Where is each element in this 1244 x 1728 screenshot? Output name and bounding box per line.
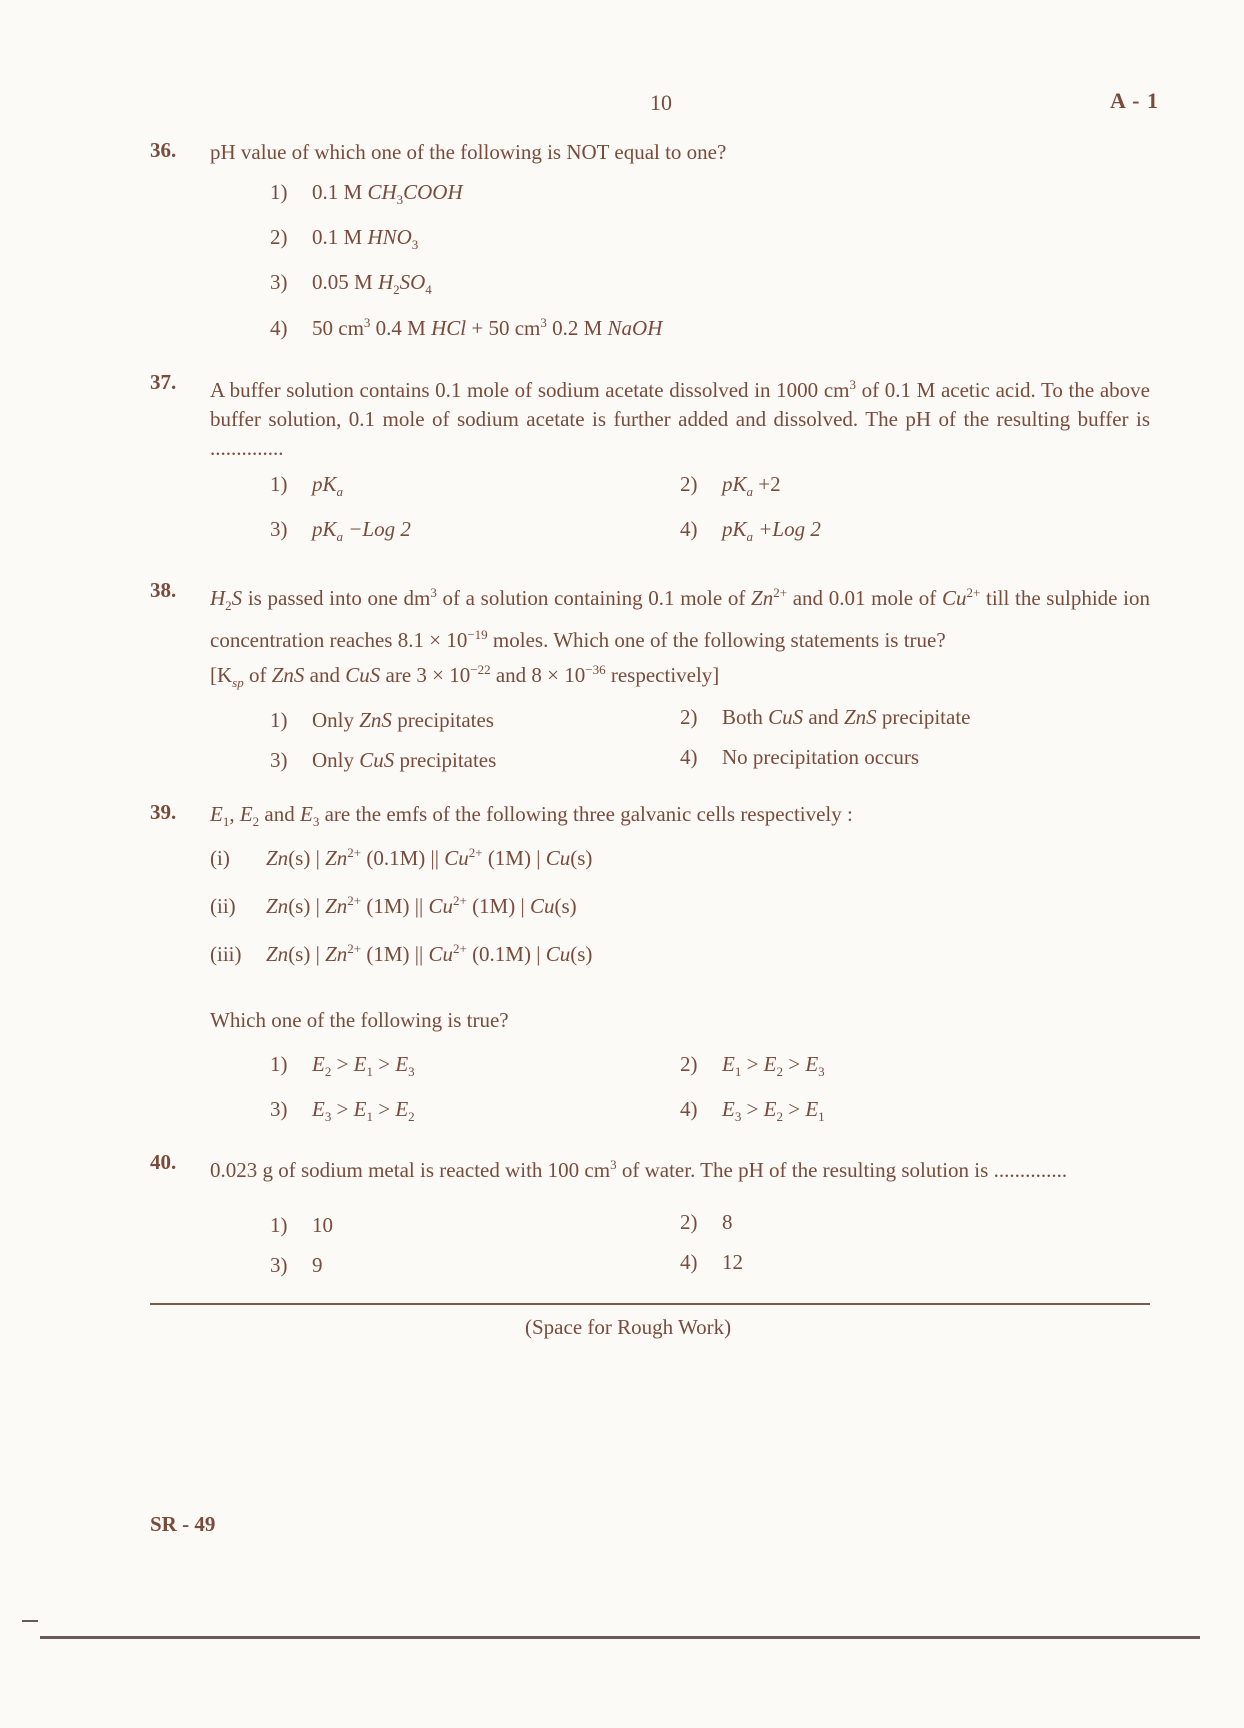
q37-option-4[interactable]: 4) $pK_a +Log$ 2 <box>680 517 821 545</box>
question-text: 0.023 g of sodium metal is reacted with 100 $cm^3$ of water. The pH of the resulting solution is .............. <box>210 1157 1068 1182</box>
option-label: 3) <box>270 1097 288 1121</box>
q36-option-2[interactable]: 2) 0.1 M $HNO_3$ <box>270 225 419 253</box>
question-text: $H_2S$ is passed into one $dm^3$ of a solution containing 0.1 mole of $Zn^{2+}$ and 0.01 mole of $Cu^{2+}$ till the sulphide ion concentration reaches $8.1 \times 10^{-19}$ moles. Which one of the following statements is true? [$K_{sp}$ of ZnS and CuS are $3 \times 10^{-22}$ and $8 \times 10^{-36}$ respectively] <box>210 585 1150 691</box>
question-36 <box>150 138 1150 167</box>
rough-work-label: (Space for Rough Work) <box>525 1315 732 1339</box>
q38-option-4[interactable]: 4) No precipitation occurs <box>680 745 920 769</box>
rough-work-divider <box>150 1303 1150 1305</box>
option-label: 1) <box>270 180 288 204</box>
q38-option-2[interactable]: 2) Both CuS and ZnS precipitate <box>680 705 971 729</box>
option-label: 2) <box>680 472 698 496</box>
option-label: 2) <box>680 1210 698 1234</box>
q36-option-1[interactable]: 1) 0.1 M $CH_3COOH$ <box>270 180 463 208</box>
option-label: 3) <box>270 1253 288 1277</box>
page-number: 10 <box>650 90 672 115</box>
option-label: 2) <box>270 225 288 249</box>
q39-option-1[interactable]: 1) $E_2 > E_1 > E_3$ <box>270 1052 415 1080</box>
q37-option-3[interactable]: 3) $pK_a -Log$ 2 <box>270 517 411 545</box>
option-label: 1) <box>270 1052 288 1076</box>
paper-code: A - 1 <box>1110 88 1159 113</box>
option-label: 1) <box>270 708 288 732</box>
q36-option-4[interactable]: 4) 50 $cm^3$ 0.4 M HCl + 50 $cm^3$ 0.2 M NaOH <box>270 315 663 340</box>
option-label: 2) <box>680 705 698 729</box>
question-38 <box>150 578 1150 697</box>
q40-option-4[interactable]: 4) 12 <box>680 1250 743 1274</box>
option-label: 1) <box>270 472 288 496</box>
question-39 <box>150 800 1150 836</box>
question-37 <box>150 370 1150 463</box>
option-label: 1) <box>270 1213 288 1237</box>
q38-option-3[interactable]: 3) Only CuS precipitates <box>270 748 497 772</box>
q38-option-1[interactable]: 1) Only ZnS precipitates <box>270 708 494 732</box>
option-label: 4) <box>680 517 698 541</box>
question-text: $E_1$, $E_2$ and $E_3$ are the emfs of the following three galvanic cells respectively : <box>210 802 853 830</box>
option-label: 4) <box>270 316 288 340</box>
cell-iii: (iii) Zn(s) | $Zn^{2+}$ (1M) || $Cu^{2+}$ (0.1M) | Cu(s) <box>210 941 593 966</box>
q40-option-1[interactable]: 1) 10 <box>270 1213 333 1237</box>
question-text: pH value of which one of the following is NOT equal to one? <box>210 140 727 164</box>
q37-option-1[interactable]: 1) $pK_a$ <box>270 472 344 500</box>
q39-subquestion: Which one of the following is true? <box>210 1008 509 1032</box>
question-number: 37. <box>150 370 177 394</box>
q39-option-3[interactable]: 3) $E_3 > E_1 > E_2$ <box>270 1097 415 1125</box>
option-label: 3) <box>270 748 288 772</box>
question-number: 38. <box>150 578 177 602</box>
option-label: 4) <box>680 1250 698 1274</box>
q39-option-4[interactable]: 4) $E_3 > E_2 > E_1$ <box>680 1097 825 1125</box>
question-number: 39. <box>150 800 177 824</box>
footer-code: SR - 49 <box>150 1512 216 1536</box>
question-number: 36. <box>150 138 177 162</box>
option-label: 4) <box>680 745 698 769</box>
option-label: 2) <box>680 1052 698 1076</box>
option-label: 4) <box>680 1097 698 1121</box>
option-label: 3) <box>270 270 288 294</box>
q36-option-3[interactable]: 3) 0.05 M $H_2SO_4$ <box>270 270 432 298</box>
cell-i: (i) Zn(s) | $Zn^{2+}$ (0.1M) || $Cu^{2+}$ (1M) | Cu(s) <box>210 845 593 870</box>
q40-option-3[interactable]: 3) 9 <box>270 1253 323 1277</box>
option-label: 3) <box>270 517 288 541</box>
bottom-rule <box>40 1636 1200 1639</box>
margin-mark <box>22 1620 38 1622</box>
question-text: A buffer solution contains 0.1 mole of sodium acetate dissolved in 1000 $cm^3$ of 0.1 M acetic acid. To the above buffer solution, 0.1 mole of sodium acetate is further added and dissolved. The pH of the resulting buffer is .............. <box>210 377 1151 460</box>
question-40 <box>150 1150 1150 1185</box>
q40-option-2[interactable]: 2) 8 <box>680 1210 733 1234</box>
cell-ii: (ii) Zn(s) | $Zn^{2+}$ (1M) || $Cu^{2+}$ (1M) | Cu(s) <box>210 893 577 918</box>
q37-option-2[interactable]: 2) $pK_a +2$ <box>680 472 781 500</box>
question-number: 40. <box>150 1150 177 1174</box>
q39-option-2[interactable]: 2) $E_1 > E_2 > E_3$ <box>680 1052 825 1080</box>
